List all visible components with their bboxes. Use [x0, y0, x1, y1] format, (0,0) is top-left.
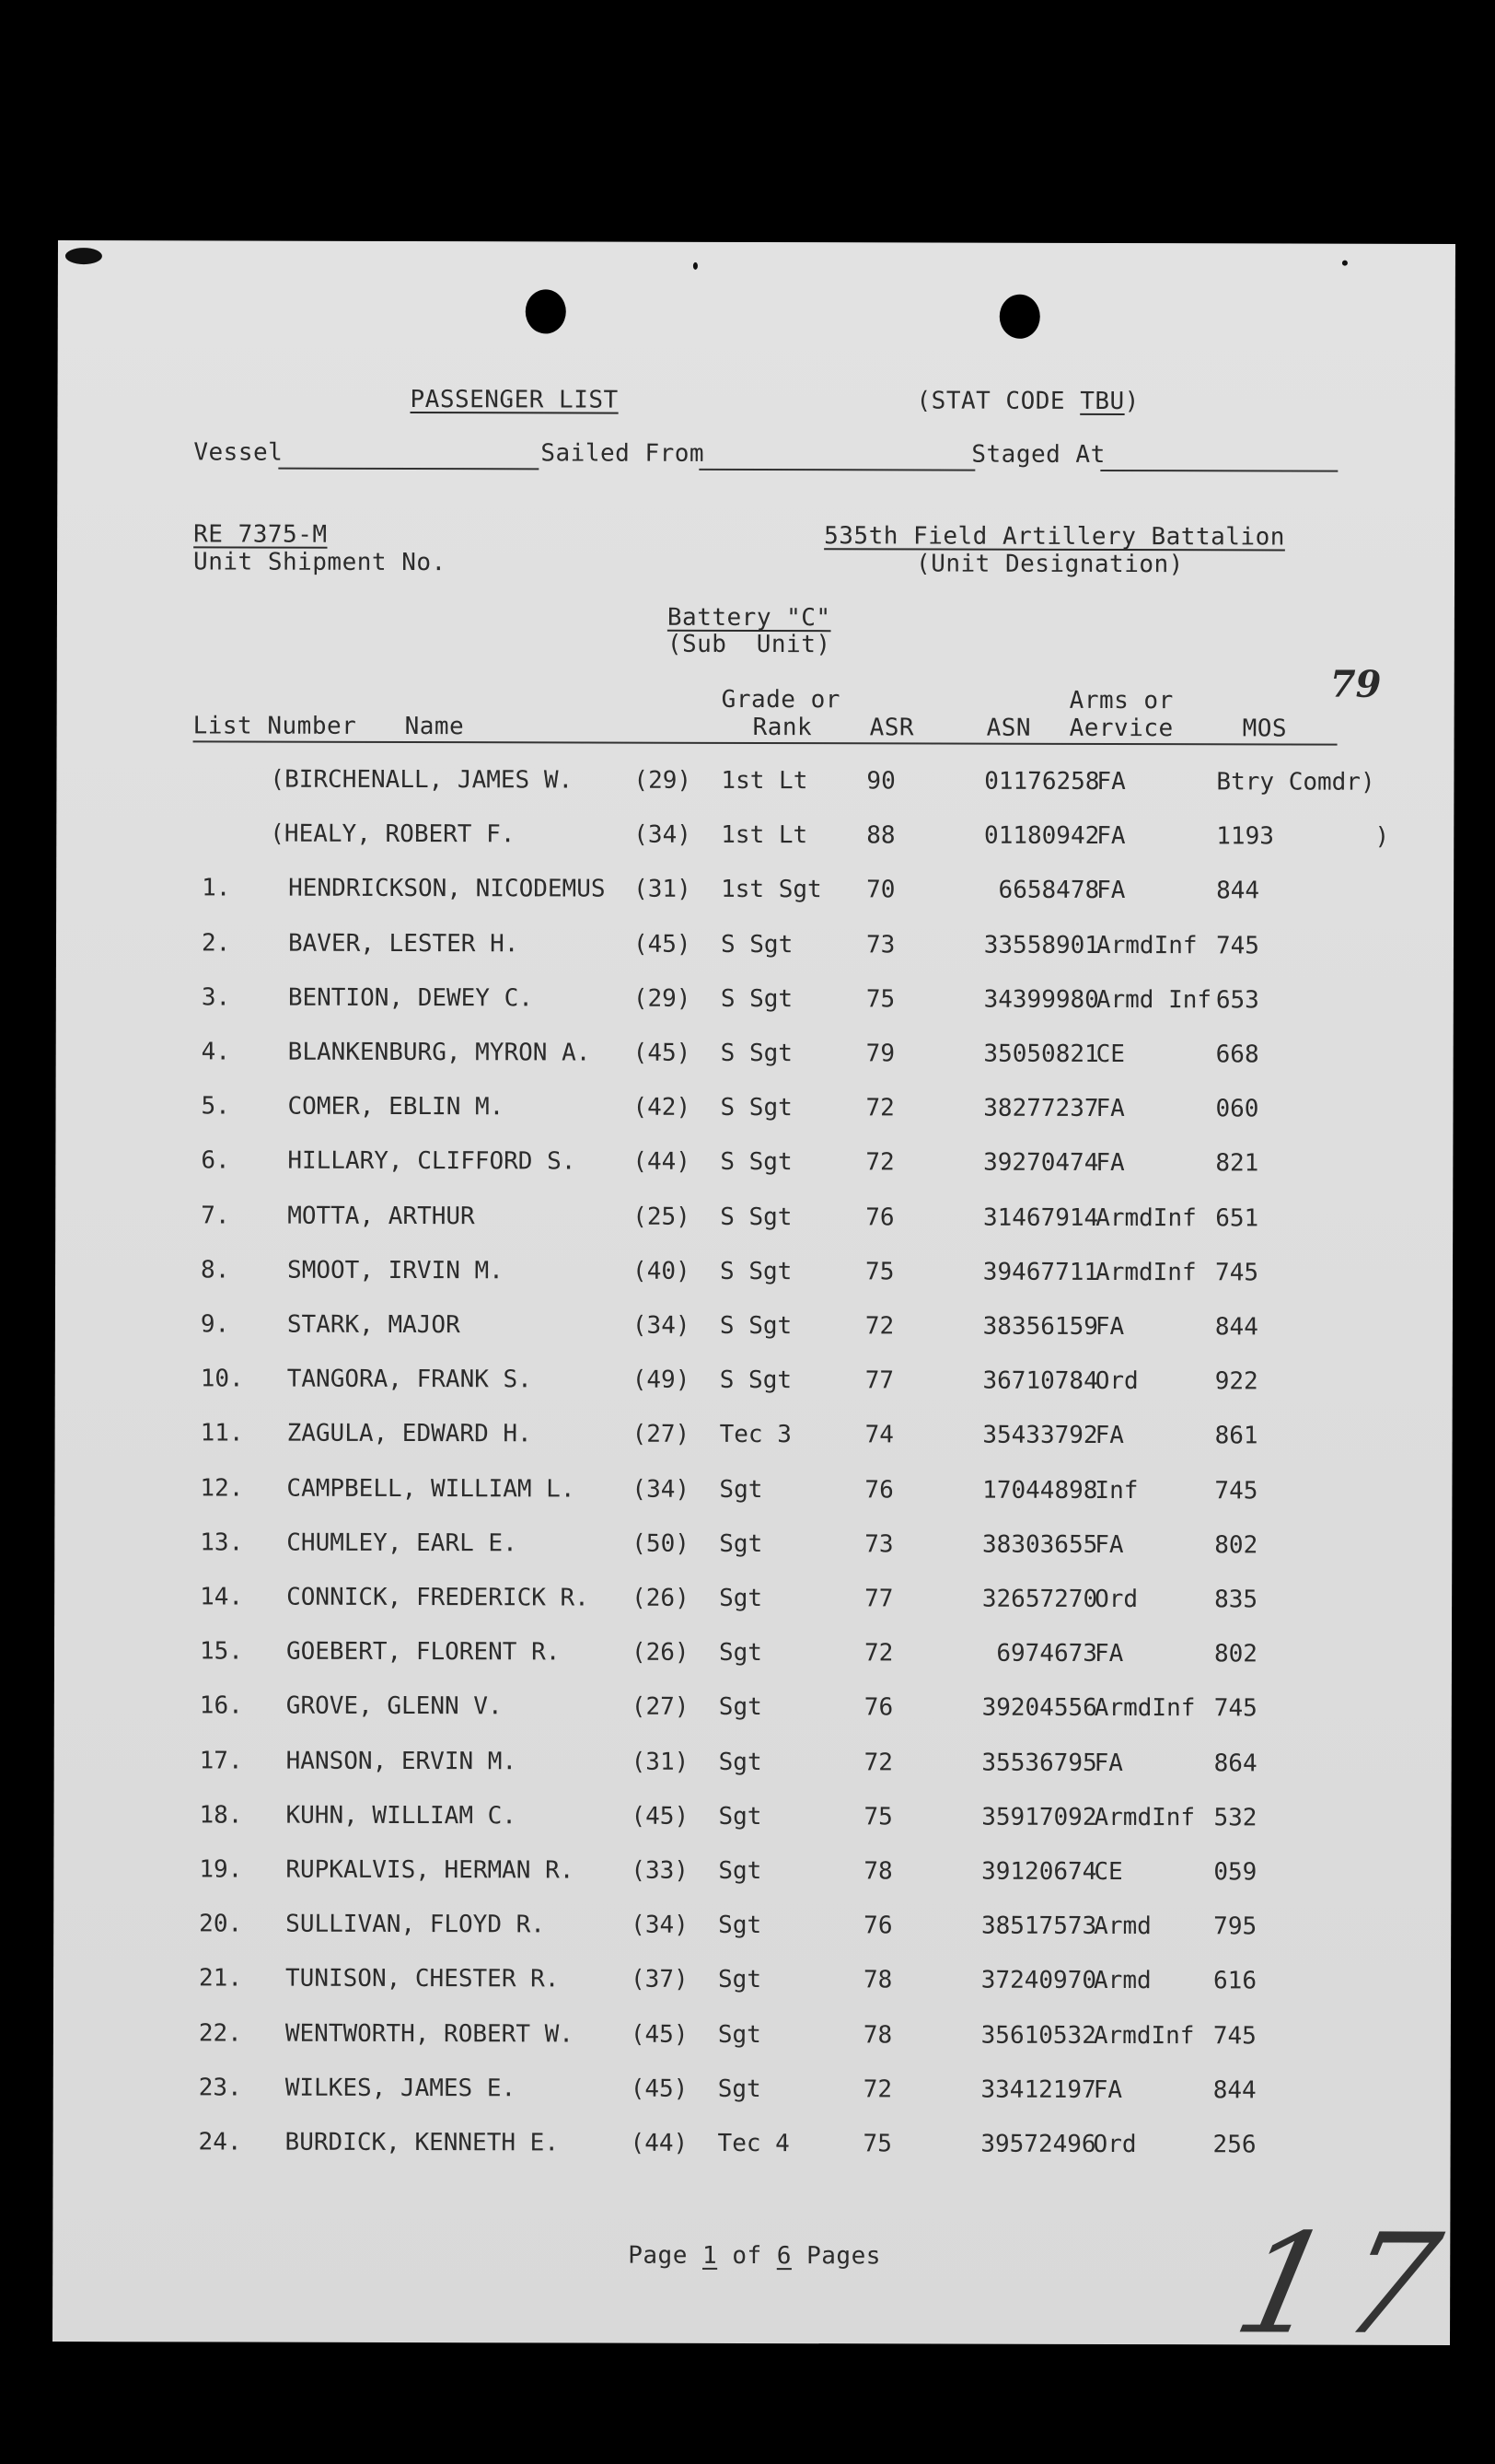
cell-age: (27) [632, 1421, 690, 1449]
punch-hole [526, 289, 566, 333]
cell-asr: 76 [863, 1693, 894, 1722]
cell-grade: S Sgt [720, 1039, 794, 1068]
cell-name: HENDRICKSON, NICODEMUS [288, 875, 606, 903]
cell-asr: 72 [863, 1748, 894, 1776]
cell-num: 16. [199, 1691, 243, 1720]
cell-arms: CE [1094, 1857, 1123, 1887]
table-row [53, 1855, 1451, 1896]
cell-grade: S Sgt [720, 1148, 793, 1177]
cell-asr: 75 [865, 985, 896, 1014]
cell-asn: 6658478 [998, 877, 1100, 905]
cell-grade: Sgt [719, 1475, 763, 1504]
cell-name: WILKES, JAMES E. [284, 2074, 516, 2103]
cell-name: CHUMLEY, EARL E. [286, 1528, 517, 1558]
cell-asr: 76 [864, 1475, 894, 1504]
cell-arms: CE [1095, 1040, 1126, 1069]
cell-mos: 802 [1213, 1640, 1257, 1668]
col-arms-line2: Aervice [1069, 714, 1174, 743]
cell-grade: Sgt [719, 1529, 763, 1558]
cell-asr: 72 [863, 2075, 893, 2104]
cell-asr: 75 [863, 1803, 893, 1831]
cell-grade: Sgt [717, 2020, 761, 2049]
cell-mos: 256 [1212, 2131, 1257, 2159]
cell-age: (27) [631, 1693, 690, 1722]
cell-num: 2. [201, 929, 231, 958]
cell-name: GROVE, GLENN V. [285, 1692, 503, 1721]
cell-name: HANSON, ERVIN M. [285, 1747, 517, 1775]
cell-asn: 6974673 [996, 1639, 1098, 1668]
cell-name: CONNICK, FREDERICK R. [286, 1583, 589, 1612]
cell-num: 15. [199, 1637, 243, 1666]
cell-mos: 616 [1213, 1967, 1257, 1995]
cell-mos: 922 [1214, 1367, 1258, 1396]
cell-asn: 39467711 [982, 1258, 1099, 1286]
cell-grade: Sgt [718, 1693, 762, 1722]
table-row [54, 1691, 1452, 1732]
ink-speck [693, 262, 698, 270]
cell-asr: 75 [863, 2130, 892, 2158]
cell-asn: 39204556 [981, 1694, 1097, 1723]
cell-asn: 34399980 [983, 985, 1099, 1014]
cell-age: (34) [633, 820, 691, 850]
page-indicator: Page 1 of 6 Pages [628, 2241, 881, 2271]
cell-mos: 835 [1214, 1586, 1258, 1614]
cell-name: CAMPBELL, WILLIAM L. [286, 1474, 575, 1504]
cell-mos: 653 [1215, 986, 1259, 1015]
cell-mos: 745 [1213, 1694, 1257, 1723]
cell-asn: 38356159 [982, 1312, 1098, 1341]
cell-asr: 72 [864, 1312, 895, 1341]
cell-arms: ArmdInf [1095, 1203, 1197, 1232]
cell-arms: FA [1095, 1095, 1125, 1123]
cell-num: 6. [201, 1146, 230, 1175]
cell-name: GOEBERT, FLORENT R. [285, 1637, 561, 1667]
cell-mos: 844 [1212, 2076, 1257, 2105]
cell-num: 11. [200, 1419, 244, 1447]
table-row [55, 1202, 1453, 1242]
cell-asr: 78 [863, 2020, 893, 2049]
cell-age: (26) [631, 1638, 690, 1668]
cell-name: KUHN, WILLIAM C. [285, 1801, 517, 1831]
cell-arms: ArmdInf [1095, 1258, 1197, 1287]
cell-arms: Inf [1095, 1476, 1139, 1505]
table-row [56, 983, 1454, 1024]
sub-unit: Battery "C" [666, 603, 831, 633]
table-row [55, 1256, 1453, 1296]
col-list-number: List Number [192, 712, 357, 740]
cell-name: BAVER, LESTER H. [287, 929, 519, 958]
handwritten-number: 17 [1223, 2204, 1470, 2365]
cell-num: 23. [198, 2074, 242, 2102]
cell-age: (33) [631, 1856, 690, 1885]
cell-arms: ArmdInf [1094, 1803, 1196, 1832]
cell-name: MOTTA, ARTHUR [287, 1202, 475, 1230]
cell-num: 18. [199, 1801, 243, 1830]
table-row [53, 1801, 1451, 1842]
table-row [54, 1637, 1452, 1678]
ink-speck [65, 248, 102, 264]
cell-age: (42) [632, 1093, 691, 1122]
unit-designation: 535th Field Artillery Battalion [824, 522, 1285, 552]
cell-grade: 1st Sgt [721, 876, 822, 904]
cell-arms: FA [1093, 2075, 1123, 2104]
cell-num: 17. [199, 1747, 243, 1775]
cell-age: (37) [631, 1966, 689, 1994]
cell-grade: S Sgt [720, 1203, 793, 1231]
cell-grade: Sgt [718, 1802, 762, 1831]
cell-name: SMOOT, IRVIN M. [287, 1256, 504, 1285]
cell-asr: 70 [866, 876, 896, 904]
cell-asr: 77 [864, 1585, 894, 1613]
cell-mos: 844 [1214, 1313, 1258, 1342]
cell-arms: FA [1095, 1530, 1124, 1559]
shipment-number: RE 7375-M [193, 520, 328, 549]
cell-arms: Ord [1095, 1367, 1139, 1396]
table-row [53, 2074, 1451, 2114]
cell-arms: FA [1094, 1640, 1124, 1668]
cell-name: BENTION, DEWEY C. [287, 983, 533, 1013]
cell-age: (26) [632, 1584, 690, 1612]
table-row [54, 1474, 1452, 1515]
cell-age: (45) [630, 2020, 689, 2049]
cell-name: (BIRCHENALL, JAMES W. [270, 765, 574, 795]
cell-age: (29) [632, 984, 691, 1013]
cell-asn: 32657270 [981, 1585, 1098, 1613]
cell-mos: Btry Comdr) [1216, 768, 1375, 796]
cell-asr: 90 [866, 767, 896, 796]
sailed-from-field [699, 469, 975, 471]
cell-asr: 74 [864, 1421, 894, 1449]
cell-mos: 861 [1214, 1422, 1258, 1450]
cell-mos: 795 [1213, 1912, 1257, 1941]
sub-unit-label: (Sub Unit) [666, 630, 831, 659]
cell-asr: 79 [865, 1040, 896, 1068]
cell-num: 14. [200, 1583, 244, 1611]
cell-num: 1. [202, 874, 231, 902]
col-name: Name [404, 713, 465, 741]
table-row [55, 1092, 1453, 1133]
cell-arms: Ord [1093, 2130, 1137, 2159]
table-row [55, 1146, 1453, 1187]
cell-grade: Sgt [718, 1748, 762, 1776]
stat-code: TBU [1080, 387, 1125, 416]
table-row [53, 1964, 1451, 2005]
cell-mos: 745 [1215, 1259, 1259, 1287]
cell-arms: FA [1096, 822, 1126, 851]
cell-asr: 76 [865, 1203, 895, 1231]
cell-arms: FA [1096, 877, 1126, 905]
cell-asn: 35610532 [980, 2021, 1096, 2050]
staged-at-field [1100, 470, 1338, 472]
cell-grade: S Sgt [720, 1094, 793, 1122]
cell-num: 19. [199, 1855, 243, 1884]
cell-arms: FA [1095, 1149, 1125, 1178]
cell-mos: 651 [1215, 1203, 1259, 1233]
cell-asr: 77 [864, 1366, 895, 1395]
cell-name: BLANKENBURG, MYRON A. [287, 1038, 591, 1067]
cell-grade: Tec 4 [717, 2129, 790, 2158]
cell-arms: FA [1095, 1422, 1124, 1450]
cell-arms: Armd [1094, 1912, 1152, 1941]
table-row [55, 1419, 1453, 1459]
cell-asn: 35536795 [981, 1749, 1097, 1777]
cell-num: 10. [200, 1365, 244, 1393]
cell-asn: 38303655 [982, 1530, 1098, 1559]
cell-mos: 060 [1215, 1095, 1259, 1123]
cell-grade: 1st Lt [721, 766, 808, 796]
cell-grade: Sgt [718, 1912, 762, 1940]
cell-grade: Sgt [718, 1856, 762, 1886]
page-total: 6 [776, 2242, 793, 2271]
cell-num: 9. [200, 1310, 230, 1339]
cell-name: RUPKALVIS, HERMAN R. [285, 1855, 574, 1885]
table-row [56, 1038, 1454, 1078]
cell-mos: 821 [1215, 1149, 1259, 1178]
cell-asn: 37240970 [980, 1967, 1097, 1995]
cell-num: 8. [201, 1256, 230, 1284]
cell-asn: 01176258 [984, 767, 1100, 796]
table-row [55, 1310, 1453, 1351]
cell-asn: 01180942 [984, 821, 1100, 851]
table-row [53, 2128, 1451, 2168]
cell-mos: 864 [1213, 1749, 1257, 1778]
cell-asr: 73 [864, 1530, 894, 1559]
cell-name: WENTWORTH, ROBERT W. [284, 2019, 574, 2049]
cell-age: (44) [630, 2129, 689, 2157]
cell-asr: 72 [865, 1094, 895, 1122]
cell-arms: ArmdInf [1094, 1694, 1196, 1723]
cell-grade: Sgt [718, 1639, 762, 1668]
cell-grade: S Sgt [719, 1311, 793, 1341]
cell-asn: 17044898 [982, 1476, 1098, 1505]
cell-num: 7. [201, 1202, 230, 1230]
cell-age: (31) [631, 1748, 690, 1776]
cell-grade: 1st Lt [721, 821, 808, 850]
cell-asn: 35917092 [981, 1803, 1097, 1831]
cell-age: (31) [633, 876, 691, 904]
col-arms-line1: Arms or [1069, 686, 1174, 715]
cell-age: (34) [631, 1911, 689, 1940]
shipment-number-label: Unit Shipment No. [193, 548, 446, 577]
cell-asn: 39270474 [983, 1149, 1099, 1178]
cell-num: 12. [200, 1474, 244, 1503]
cell-age: (45) [632, 930, 691, 959]
table-row [53, 1910, 1451, 1950]
cell-grade: S Sgt [720, 1257, 793, 1285]
cell-arms: Armd Inf [1095, 985, 1212, 1015]
cell-num: 3. [201, 983, 231, 1012]
vessel-label: Vessel [193, 438, 284, 467]
cell-mos: 1193 ) [1216, 822, 1390, 851]
cell-name: TANGORA, FRANK S. [286, 1365, 532, 1394]
cell-asn: 35433792 [982, 1422, 1098, 1450]
cell-asr: 76 [863, 1912, 893, 1940]
ink-speck [1342, 261, 1348, 266]
cell-asn: 33412197 [980, 2075, 1096, 2104]
list-title: PASSENGER LIST [410, 386, 619, 414]
cell-age: (49) [632, 1366, 690, 1395]
cell-arms: FA [1095, 1312, 1125, 1342]
staged-at-label: Staged At [971, 440, 1106, 469]
cell-num: 21. [199, 1964, 243, 1993]
cell-name: COMER, EBLIN M. [287, 1092, 504, 1122]
cell-grade: Sgt [717, 2075, 761, 2103]
cell-mos: 745 [1215, 931, 1259, 960]
cell-grade: S Sgt [719, 1366, 793, 1395]
cell-arms: Armd [1094, 1967, 1152, 1995]
cell-age: (34) [632, 1475, 690, 1504]
table-row [55, 1365, 1453, 1405]
table-row [56, 929, 1454, 970]
col-asn: ASN [986, 714, 1032, 742]
col-grade-line1: Grade or [721, 685, 840, 715]
table-row [56, 874, 1454, 914]
cell-mos: 532 [1213, 1804, 1257, 1832]
cell-mos: 745 [1212, 2021, 1257, 2051]
cell-grade: Tec 3 [719, 1421, 792, 1449]
cell-arms: ArmdInf [1095, 931, 1198, 959]
cell-asr: 78 [863, 1857, 893, 1886]
cell-age: (44) [632, 1148, 691, 1177]
cell-asr: 88 [866, 821, 896, 850]
cell-age: (40) [632, 1257, 690, 1285]
cell-num: 5. [201, 1092, 230, 1121]
vessel-field [278, 468, 539, 471]
cell-age: (45) [631, 1802, 690, 1831]
cell-asr: 78 [863, 1966, 893, 1994]
cell-asn: 33558901 [983, 931, 1100, 959]
corner-number: 79 [1329, 662, 1382, 706]
cell-arms: FA [1096, 767, 1126, 796]
cell-age: (45) [630, 2075, 689, 2103]
table-row [54, 1583, 1452, 1623]
punch-hole [1000, 295, 1040, 339]
cell-num: 4. [201, 1038, 231, 1066]
document-page [52, 240, 1470, 2365]
cell-name: BURDICK, KENNETH E. [284, 2128, 560, 2157]
cell-age: (29) [633, 766, 692, 795]
cell-asr: 72 [863, 1639, 894, 1668]
cell-age: (45) [632, 1039, 691, 1067]
unit-designation-label: (Unit Designation) [916, 550, 1184, 579]
col-mos: MOS [1242, 715, 1288, 743]
cell-age: (25) [632, 1203, 690, 1231]
cell-mos: 668 [1215, 1040, 1259, 1069]
cell-mos: 844 [1216, 877, 1260, 905]
cell-asn: 36710784 [982, 1366, 1098, 1396]
cell-asr: 72 [865, 1148, 895, 1177]
cell-asn: 38517573 [980, 1912, 1097, 1941]
cell-name: SULLIVAN, FLOYD R. [285, 1910, 546, 1939]
page-number: 1 [702, 2241, 718, 2270]
stat-code-label: (STAT CODE TBU) [916, 387, 1140, 416]
cell-mos: 802 [1214, 1531, 1258, 1560]
sailed-from-label: Sailed From [540, 439, 705, 468]
table-row [54, 1528, 1452, 1569]
cell-num: 22. [198, 2019, 242, 2048]
table-row [56, 819, 1454, 860]
cell-mos: 745 [1214, 1476, 1258, 1505]
cell-asn: 39120674 [981, 1857, 1097, 1886]
cell-asr: 75 [865, 1258, 895, 1286]
cell-name: (HEALY, ROBERT F. [270, 819, 516, 849]
cell-asn: 38277237 [983, 1094, 1099, 1123]
cell-num: 24. [198, 2128, 242, 2156]
cell-name: HILLARY, CLIFFORD S. [287, 1147, 576, 1176]
cell-arms: ArmdInf [1093, 2021, 1195, 2050]
cell-name: TUNISON, CHESTER R. [285, 1965, 560, 1993]
cell-grade: S Sgt [720, 930, 794, 959]
col-asr: ASR [869, 714, 915, 742]
cell-num: 20. [199, 1910, 243, 1938]
cell-arms: Ord [1095, 1585, 1139, 1614]
cell-name: ZAGULA, EDWARD H. [286, 1420, 532, 1448]
cell-age: (50) [632, 1529, 690, 1558]
table-row [54, 1747, 1452, 1787]
col-grade-line2: Rank [752, 713, 813, 742]
table-row [53, 2019, 1451, 2060]
cell-grade: S Sgt [720, 984, 794, 1013]
table-row [56, 765, 1454, 806]
cell-asn: 31467914 [982, 1203, 1099, 1232]
cell-grade: Sgt [718, 1966, 762, 1994]
cell-asn: 39572496 [980, 2130, 1096, 2158]
cell-arms: FA [1094, 1749, 1124, 1777]
cell-asn: 35050821 [983, 1040, 1099, 1068]
cell-age: (34) [632, 1311, 690, 1340]
cell-asr: 73 [865, 930, 896, 959]
cell-grade: Sgt [719, 1584, 763, 1613]
cell-mos: 059 [1213, 1858, 1257, 1887]
cell-num: 13. [200, 1528, 244, 1557]
cell-name: STARK, MAJOR [286, 1310, 460, 1340]
